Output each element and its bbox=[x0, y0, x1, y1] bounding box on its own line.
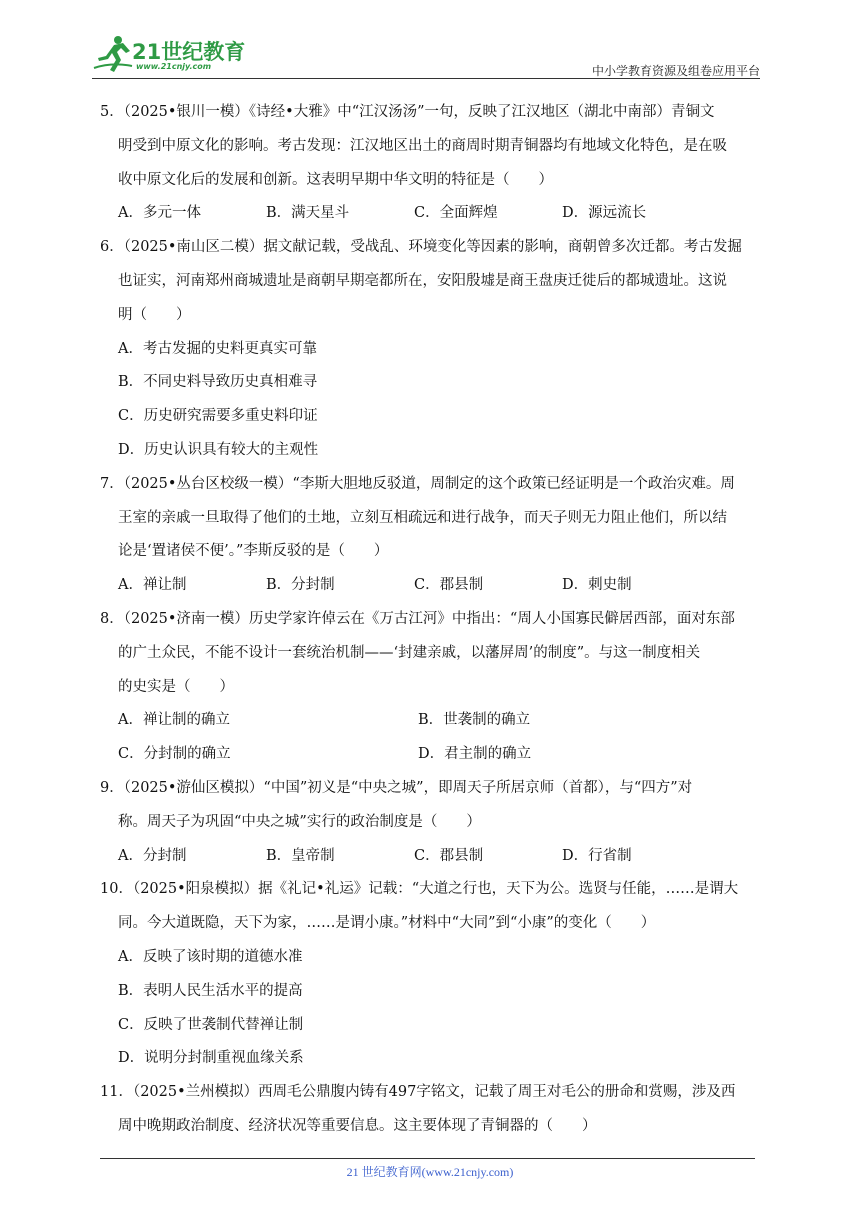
question-line: 收中原文化后的发展和创新。这表明早期中华文明的特征是（ ） bbox=[118, 171, 553, 188]
question-line: 也证实，河南郑州商城遗址是商朝早期亳都所在，安阳殷墟是商王盘庚迁徙后的都城遗址。这说 bbox=[118, 272, 727, 289]
running-man-icon bbox=[92, 34, 136, 74]
footer-divider bbox=[100, 1158, 755, 1159]
option-row bbox=[100, 738, 760, 772]
logo-url: www.21cnjy.com bbox=[136, 62, 212, 71]
answer-option: D．源远流长 bbox=[562, 205, 647, 222]
question-list bbox=[100, 96, 760, 1144]
question-line: 明（ ） bbox=[118, 306, 191, 323]
question-line: 5．（2025•银川一模）《诗经•大雅》中“江汉汤汤”一句，反映了江汉地区（湖北中南部）青铜文 bbox=[100, 104, 715, 120]
question-line: 称。周天子为巩固“中央之城”实行的政治制度是（ ） bbox=[118, 813, 481, 830]
answer-option: C．分封制的确立 bbox=[118, 746, 231, 763]
platform-title: 中小学教育资源及组卷应用平台 bbox=[591, 64, 760, 78]
question-line: 10．（2025•阳泉模拟）据《礼记•礼运》记载：“大道之行也，天下为公。选贤与任能，……是谓大 bbox=[100, 881, 739, 898]
question-line: 的广土众民，不能不设计一套统治机制——‘封建亲戚，以藩屏周’的制度”。与这一制度相关 bbox=[118, 644, 701, 661]
answer-option: D．君主制的确立 bbox=[418, 746, 532, 763]
answer-option: C．郡县制 bbox=[414, 577, 484, 594]
answer-option: A．多元一体 bbox=[118, 205, 201, 222]
question-line: C．历史研究需要多重史料印证 bbox=[118, 408, 318, 425]
question-line: D．说明分封制重视血缘关系 bbox=[118, 1050, 304, 1067]
question-line: A．反映了该时期的道德水准 bbox=[118, 948, 303, 965]
question-line: 明受到中原文化的影响。考古发现：江汉地区出土的商周时期青铜器均有地域文化特色，是在吸 bbox=[118, 137, 727, 154]
question-line: 8．（2025•济南一模）历史学家许倬云在《万古江河》中指出：“周人小国寡民僻居西部，面对东部 bbox=[100, 610, 735, 627]
answer-option: C．全面辉煌 bbox=[414, 205, 498, 222]
option-row bbox=[100, 569, 760, 603]
option-row bbox=[100, 197, 760, 231]
footer-link[interactable]: 21 世纪教育网(www.21cnjy.com) bbox=[346, 1165, 514, 1179]
answer-option: B．世袭制的确立 bbox=[418, 712, 531, 729]
question-line: 7．（2025•丛台区校级一模）“李斯大胆地反驳道，周制定的这个政策已经证明是一个政治灾难。周 bbox=[100, 475, 735, 492]
question-line: 11．（2025•兰州模拟）西周毛公鼎腹内铸有497字铭文，记载了周王对毛公的册命和赏赐，涉及西 bbox=[100, 1084, 736, 1101]
question-line: 论是‘置诸侯不便’。”李斯反驳的是（ ） bbox=[118, 543, 389, 560]
question-line: A．考古发掘的史料更真实可靠 bbox=[118, 340, 317, 357]
answer-option: A．分封制 bbox=[118, 847, 187, 864]
answer-option: A．禅让制的确立 bbox=[118, 712, 230, 729]
question-line: B．表明人民生活水平的提高 bbox=[118, 982, 303, 999]
answer-option: D．行省制 bbox=[562, 847, 632, 864]
question-line: 6．（2025•南山区二模）据文献记载，受战乱、环境变化等因素的影响，商朝曾多次迁都。考古发掘 bbox=[100, 239, 742, 256]
answer-option: B．分封制 bbox=[266, 577, 335, 594]
question-line: 同。今大道既隐，天下为家，……是谓小康。”材料中“大同”到“小康”的变化（ ） bbox=[118, 915, 656, 932]
site-logo[interactable] bbox=[92, 34, 262, 74]
answer-option: B．皇帝制 bbox=[266, 847, 335, 864]
option-row bbox=[100, 704, 760, 738]
question-line: C．反映了世袭制代替禅让制 bbox=[118, 1016, 304, 1033]
question-line: 周中晚期政治制度、经济状况等重要信息。这主要体现了青铜器的（ ） bbox=[118, 1117, 597, 1134]
header-divider bbox=[92, 78, 760, 79]
answer-option: A．禅让制 bbox=[118, 577, 187, 594]
question-line: 9．（2025•游仙区模拟）“中国”初义是“中央之城”，即周天子所居京师（首都），与“四方”对 bbox=[100, 779, 693, 796]
answer-option: B．满天星斗 bbox=[266, 205, 350, 222]
question-line: 的史实是（ ） bbox=[118, 678, 234, 695]
question-line: D．历史认识具有较大的主观性 bbox=[118, 441, 319, 458]
option-row bbox=[100, 840, 760, 874]
page-header bbox=[92, 28, 760, 78]
logo-text: 21世纪教育 bbox=[132, 40, 246, 64]
question-line: 王室的亲戚一旦取得了他们的土地，立刻互相疏远和进行战争，而天子则无力阻止他们，所以结 bbox=[118, 509, 727, 526]
answer-option: D．刺史制 bbox=[562, 577, 632, 594]
question-line: B．不同史料导致历史真相难寻 bbox=[118, 374, 318, 391]
answer-option: C．郡县制 bbox=[414, 847, 484, 864]
